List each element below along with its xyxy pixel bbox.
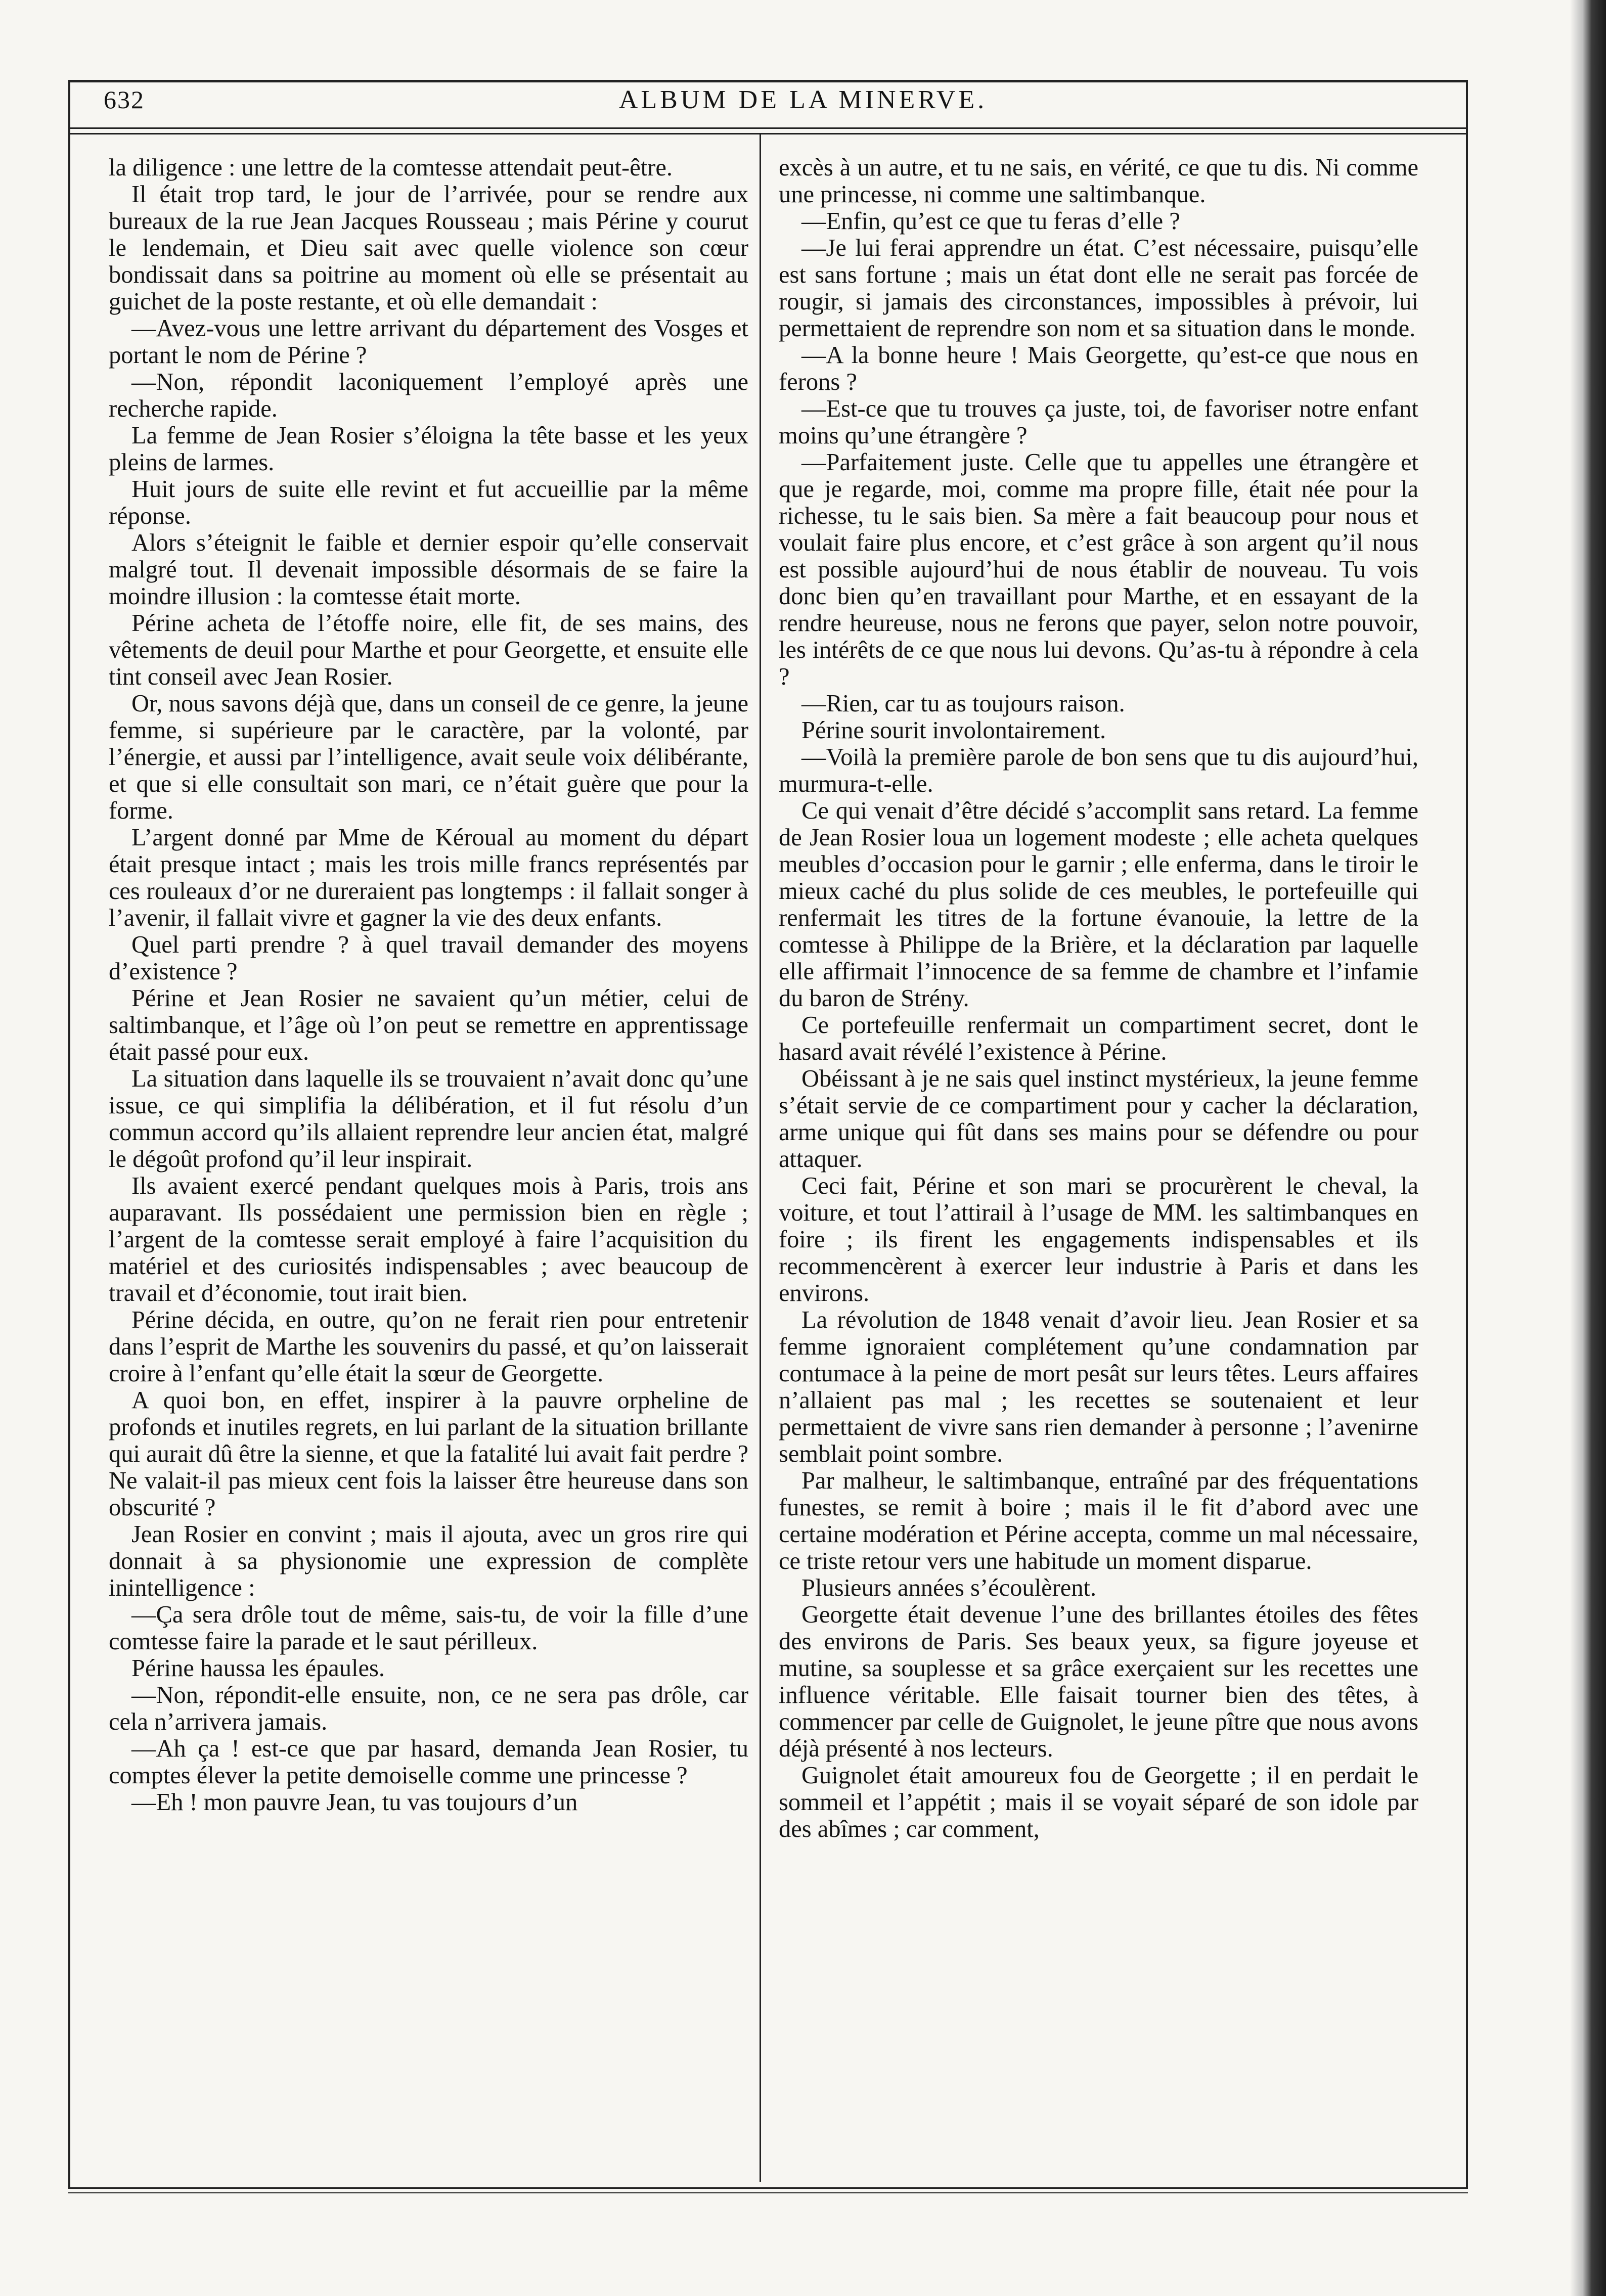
scanned-page-edge <box>1570 0 1606 2296</box>
paragraph: Ce qui venait d’être décidé s’accomplit sans retard. La femme de Jean Rosier loua un logement modeste ; elle acheta quelques meubles d’occasion pour le garnir ; elle enferma, dans le tiroir le mieux caché du plus solide de ces meubles, le portefeuille qui renfermait les titres de la fortune évanouie, la lettre de la comtesse à Philippe de la Brière, et la déclaration par laquelle elle affirmait l’innocence de sa femme de chambre et l’infamie du baron de Strény. <box>779 797 1418 1012</box>
paragraph: L’argent donné par Mme de Kéroual au moment du départ était presque intact ; mais les trois mille francs représentés par ces rouleaux d’or ne dureraient pas longtemps : il fallait songer à l’avenir, il fallait vivre et gagner la vie des deux enfants. <box>109 824 748 931</box>
paragraph: Jean Rosier en convint ; mais il ajouta, avec un gros rire qui donnait à sa physionomie une expression de complète inintelligence : <box>109 1521 748 1601</box>
paragraph: —Non, répondit-elle ensuite, non, ce ne sera pas drôle, car cela n’arrivera jamais. <box>109 1682 748 1735</box>
paragraph: Ce portefeuille renfermait un compartiment secret, dont le hasard avait révélé l’existence à Périne. <box>779 1012 1418 1065</box>
running-title: ALBUM DE LA MINERVE. <box>618 85 988 114</box>
paragraph: —Je lui ferai apprendre un état. C’est nécessaire, puisqu’elle est sans fortune ; mais un état dont elle ne serait pas forcée de rougir, si jamais des circonstances, impossibles à prévoir, lui permettaient de reprendre son nom et sa situation dans le monde. <box>779 235 1418 342</box>
paragraph: —Ah ça ! est-ce que par hasard, demanda Jean Rosier, tu comptes élever la petite demoiselle comme une princesse ? <box>109 1735 748 1789</box>
paragraph: Georgette était devenue l’une des brillantes étoiles des fêtes des environs de Paris. Ses beaux yeux, sa figure joyeuse et mutine, sa souplesse et sa grâce exerçaient sur les recettes une influence véritable. Elle faisait tourner bien des têtes, à commencer par celle de Guignolet, le jeune pître que nous avons déjà présenté à nos lecteurs. <box>779 1601 1418 1762</box>
paragraph: Quel parti prendre ? à quel travail demander des moyens d’existence ? <box>109 931 748 985</box>
paragraph: Périne sourit involontairement. <box>801 717 1106 744</box>
paragraph: —Voilà la première parole de bon sens que tu dis aujourd’hui, murmura-t-elle. <box>779 744 1418 797</box>
paragraph: Ceci fait, Périne et son mari se procurèrent le cheval, la voiture, et tout l’attirail à l’usage de MM. les saltimbanques en foire ; ils firent les engagements indispensables et ils recommencèrent à exercer leur industrie à Paris et dans les environs. <box>779 1173 1418 1307</box>
paragraph: La femme de Jean Rosier s’éloigna la tête basse et les yeux pleins de larmes. <box>109 422 748 476</box>
paragraph: —Est-ce que tu trouves ça juste, toi, de favoriser notre enfant moins qu’une étrangère ? <box>779 395 1418 449</box>
paragraph: —A la bonne heure ! Mais Georgette, qu’est-ce que nous en ferons ? <box>779 342 1418 395</box>
paragraph: —Rien, car tu as toujours raison. <box>801 690 1125 717</box>
left-column <box>109 154 748 2177</box>
paragraph: —Parfaitement juste. Celle que tu appelles une étrangère et que je regarde, moi, comme ma propre fille, était née pour la richesse, tu le sais bien. Sa mère a fait beaucoup pour nous et voulait faire plus encore, et c’est grâce à son argent qu’il nous est possible aujourd’hui de nous établir de nouveau. Tu vois donc bien qu’en travaillant pour Marthe, et en essayant de la rendre heureuse, nous ne ferons que payer, selon notre pouvoir, les intérêts de ce que nous lui devons. Qu’as-tu à répondre à cela ? <box>779 449 1418 690</box>
paragraph: La révolution de 1848 venait d’avoir lieu. Jean Rosier et sa femme ignoraient complétement qu’une condamnation par contumace à la peine de mort pesât sur leurs têtes. Leurs affaires n’allaient pas mal ; les recettes se soutenaient et leur permettaient de vivre sans rien demander à personne ; l’avenirne semblait point sombre. <box>779 1307 1418 1467</box>
paragraph: A quoi bon, en effet, inspirer à la pauvre orpheline de profonds et inutiles regrets, en lui parlant de la situation brillante qui aurait dû être la sienne, et que la fatalité lui avait fait perdre ? Ne valait-il pas mieux cent fois la laisser être heureuse dans son obscurité ? <box>109 1387 748 1521</box>
paragraph: Périne acheta de l’étoffe noire, elle fit, de ses mains, des vêtements de deuil pour Marthe et pour Georgette, et ensuite elle tint conseil avec Jean Rosier. <box>109 610 748 690</box>
paragraph: la diligence : une lettre de la comtesse attendait peut-être. <box>109 154 673 181</box>
paragraph: Par malheur, le saltimbanque, entraîné par des fréquentations funestes, se remit à boire ; mais il le fit d’abord avec une certaine modération et Périne accepta, comme un mal nécessaire, ce triste retour vers une habitude un moment disparue. <box>779 1467 1418 1574</box>
paragraph: Périne décida, en outre, qu’on ne ferait rien pour entretenir dans l’esprit de Marthe les souvenirs du passé, et qu’on laisserait croire à l’enfant qu’elle était la sœur de Georgette. <box>109 1307 748 1387</box>
paragraph: —Ça sera drôle tout de même, sais-tu, de voir la fille d’une comtesse faire la parade et le saut périlleux. <box>109 1601 748 1655</box>
paragraph: Obéissant à je ne sais quel instinct mystérieux, la jeune femme s’était servie de ce compartiment pour y cacher la déclaration, arme unique qui fût dans ses mains pour se défendre ou pour attaquer. <box>779 1065 1418 1173</box>
header-rule <box>68 127 1468 134</box>
paragraph: Ils avaient exercé pendant quelques mois à Paris, trois ans auparavant. Ils possédaient une permission bien en règle ; l’argent de la comtesse serait employé à faire l’acquisition du matériel et des curiosités indispensables ; avec beaucoup de travail et d’économie, tout irait bien. <box>109 1173 748 1307</box>
page-number: 632 <box>104 85 145 114</box>
bottom-rule <box>68 2187 1468 2193</box>
paragraph: Il était trop tard, le jour de l’arrivée, pour se rendre aux bureaux de la rue Jean Jacques Rousseau ; mais Périne y courut le lendemain, et Dieu sait avec quelle violence son cœur bondissait dans sa poitrine au moment où elle se présentait au guichet de la poste restante, et où elle demandait : <box>109 181 748 315</box>
paragraph: —Non, répondit laconiquement l’employé après une recherche rapide. <box>109 369 748 422</box>
paragraph: Périne et Jean Rosier ne savaient qu’un métier, celui de saltimbanque, et l’âge où l’on peut se remettre en apprentissage était passé pour eux. <box>109 985 748 1065</box>
paragraph: Guignolet était amoureux fou de Georgette ; il en perdait le sommeil et l’appétit ; mais il se voyait séparé de son idole par des abîmes ; car comment, <box>779 1762 1418 1842</box>
right-column <box>779 154 1418 2177</box>
paragraph: Périne haussa les épaules. <box>131 1655 385 1682</box>
paragraph: Or, nous savons déjà que, dans un conseil de ce genre, la jeune femme, si supérieure par le caractère, par la volonté, par l’énergie, et aussi par l’intelligence, avait seule voix délibérante, et que si elle consultait son mari, ce n’était guère que pour la forme. <box>109 690 748 824</box>
paragraph: —Eh ! mon pauvre Jean, tu vas toujours d’un <box>131 1789 578 1816</box>
paragraph: Huit jours de suite elle revint et fut accueillie par la même réponse. <box>109 476 748 529</box>
paragraph: —Enfin, qu’est ce que tu feras d’elle ? <box>801 208 1180 235</box>
paragraph: excès à un autre, et tu ne sais, en vérité, ce que tu dis. Ni comme une princesse, ni comme une saltimbanque. <box>779 154 1418 208</box>
paragraph: Plusieurs années s’écoulèrent. <box>801 1574 1097 1601</box>
paragraph: —Avez-vous une lettre arrivant du département des Vosges et portant le nom de Périne ? <box>109 315 748 369</box>
column-divider <box>760 134 761 2182</box>
paragraph: La situation dans laquelle ils se trouvaient n’avait donc qu’une issue, ce qui simplifia la délibération, et il fut résolu d’un commun accord qu’ils allaient reprendre leur ancien état, malgré le dégoût profond qu’il leur inspirait. <box>109 1065 748 1173</box>
paragraph: Alors s’éteignit le faible et dernier espoir qu’elle conservait malgré tout. Il devenait impossible désormais de se faire la moindre illusion : la comtesse était morte. <box>109 529 748 610</box>
